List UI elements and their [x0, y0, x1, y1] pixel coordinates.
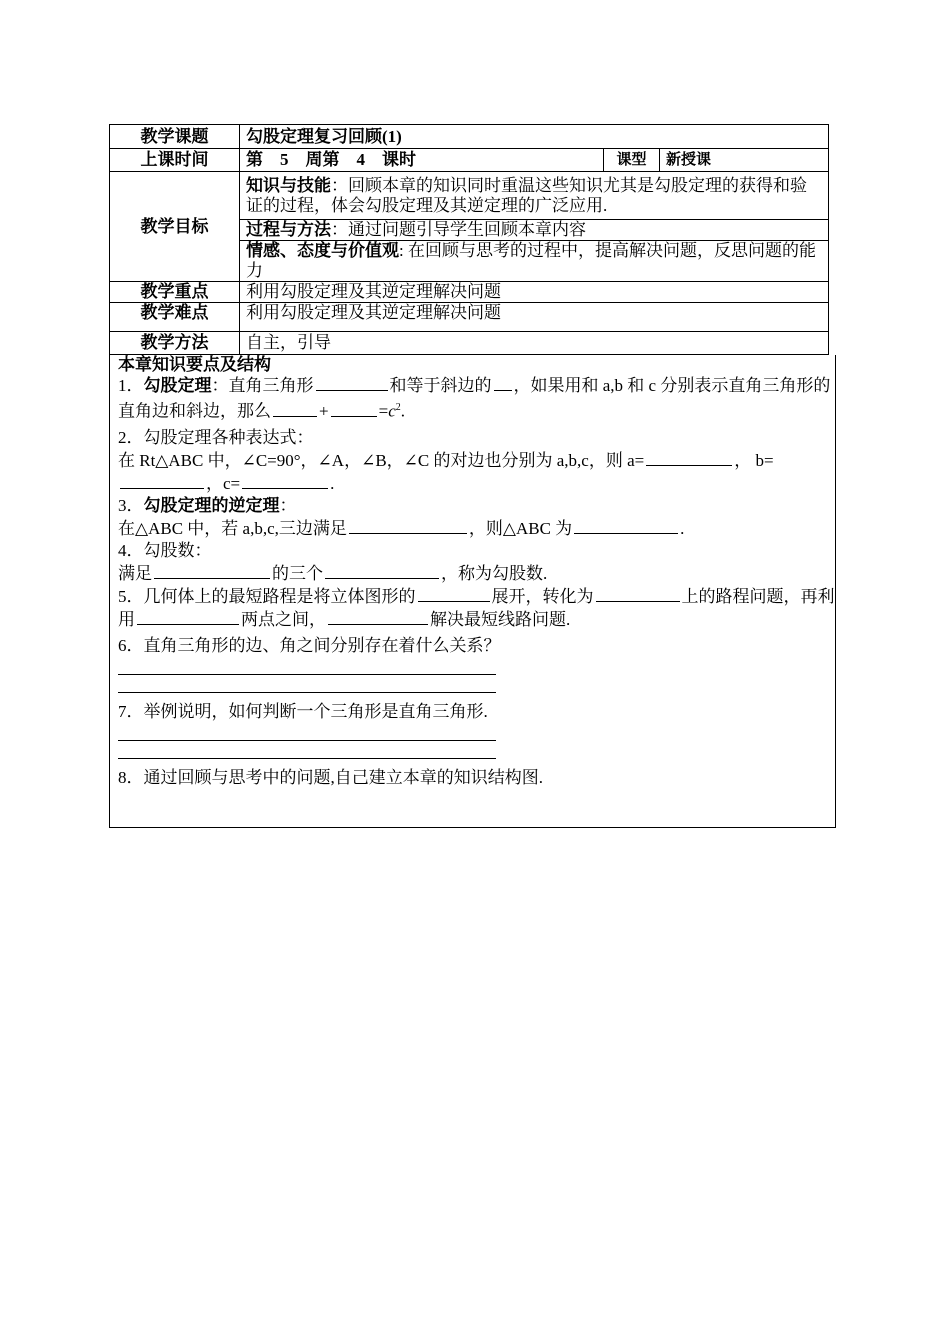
item4-blank-1[interactable]	[154, 562, 270, 579]
item2-b: b=	[755, 450, 774, 470]
item6-answer-line-1[interactable]	[118, 657, 496, 675]
item5-text-d: 两点之间，	[241, 609, 326, 629]
goal3-cell	[240, 241, 829, 282]
goal1-title: 知识与技能	[246, 175, 331, 195]
item1-text-c: ，如果用和 a,b 和 c 分别表示直角三角形的直角边和斜边，那么	[118, 376, 831, 421]
item8-text: 8．通过回顾与思考中的问题,自己建立本章的知识结构图.	[118, 767, 543, 787]
item5-text-b: 展开，转化为	[491, 586, 594, 606]
topic-value: 勾股定理复习回顾(1)	[240, 125, 829, 149]
item3-text-b: ，则△ABC 为	[468, 518, 573, 538]
item2-text-a: 在 Rt△ABC 中，∠C=90°，∠A，∠B，∠C 的对边也分别为 a,b,c，则 a=	[118, 450, 645, 470]
item5-blank-3[interactable]	[137, 608, 239, 625]
item1-text-b: 和等于斜边的	[389, 376, 492, 395]
goal3-text: : 在回顾与思考的过程中，提高解决问题，反思问题的能力	[246, 241, 816, 280]
item4-text-b: 的三个	[272, 563, 323, 583]
goal1-cell	[240, 172, 829, 220]
item2-blank-a[interactable]	[646, 449, 732, 466]
knowledge-section	[109, 355, 836, 828]
topic-label: 教学课题	[110, 125, 240, 149]
method-label: 教学方法	[110, 332, 240, 355]
item5-blank-2[interactable]	[596, 585, 680, 602]
item3-title: 勾股定理的逆定理	[143, 495, 280, 515]
item1-c-var: c	[388, 401, 396, 421]
item3-blank-2[interactable]	[574, 517, 678, 534]
item5-text-a: 5．几何体上的最短路程是将立体图形的	[118, 586, 416, 606]
key-row	[110, 282, 829, 303]
lesson-plan-sheet	[109, 124, 835, 828]
item3-blank-1[interactable]	[349, 517, 467, 534]
key-value: 利用勾股定理及其逆定理解决问题	[240, 282, 829, 303]
topic-row	[110, 125, 829, 149]
item2-comma: ，	[734, 450, 752, 470]
goal3-title: 情感、态度与价值观	[246, 241, 399, 260]
item3-text-a: 在△ABC 中，若 a,b,c,三边满足	[118, 518, 347, 538]
item2-line1: 2．勾股定理各种表达式：	[118, 427, 314, 447]
item2-blank-c[interactable]	[242, 472, 328, 489]
item4-text-c: ，称为勾股数.	[441, 563, 548, 583]
item1-num: 1．	[118, 376, 144, 395]
item1-end: .	[400, 401, 405, 421]
time-row	[110, 149, 829, 172]
item5-text-c: 上的路程问题，再利用	[118, 586, 835, 629]
goal2-cell	[240, 220, 829, 241]
knowledge-heading: 本章知识要点及结构	[118, 355, 271, 374]
item1-blank-1[interactable]	[316, 374, 388, 391]
goal1-text: ：回顾本章的知识同时重温这些知识尤其是勾股定理的获得和验证的过程，体会勾股定理及其逆定理的广泛应用.	[246, 175, 807, 215]
item1-blank-2[interactable]	[494, 374, 512, 391]
goal1-row	[110, 172, 829, 220]
method-value: 自主，引导	[240, 332, 829, 355]
item5-blank-1[interactable]	[418, 585, 490, 602]
item4-blank-2[interactable]	[325, 562, 439, 579]
item5-text-e: 解决最短线路问题.	[430, 609, 571, 629]
item5-text	[118, 585, 835, 631]
item1-sup: 2	[395, 402, 401, 413]
item4-line1: 4．勾股数：	[118, 540, 212, 560]
item4-line2	[118, 562, 835, 585]
goals-label: 教学目标	[110, 172, 240, 282]
difficulty-value: 利用勾股定理及其逆定理解决问题	[240, 303, 829, 332]
item6-answer-line-2[interactable]	[118, 675, 496, 693]
goal2-title: 过程与方法	[246, 220, 331, 239]
item1-plus: +	[319, 401, 329, 421]
item2-line2	[118, 449, 835, 495]
key-label: 教学重点	[110, 282, 240, 303]
difficulty-row	[110, 303, 829, 332]
method-row	[110, 332, 829, 355]
item1-title: 勾股定理	[143, 376, 212, 395]
item2-c: ，c=	[206, 473, 241, 493]
item7-answer-line-2[interactable]	[118, 741, 496, 759]
goal2-text: ：通过问题引导学生回顾本章内容	[331, 220, 586, 239]
item2-end: .	[330, 473, 335, 493]
item3-line2	[118, 517, 835, 540]
item7-answer-line-1[interactable]	[118, 723, 496, 741]
time-value: 第 5 周第 4 课时	[240, 149, 604, 172]
item3-end: .	[680, 518, 685, 538]
item1-blank-4[interactable]	[331, 400, 377, 417]
type-value: 新授课	[660, 149, 829, 172]
difficulty-label: 教学难点	[110, 303, 240, 332]
item6-text: 6．直角三角形的边、角之间分别存在着什么关系？	[118, 635, 501, 655]
item2-blank-b[interactable]	[120, 472, 204, 489]
lesson-info-table	[109, 124, 829, 355]
item1-eq: =	[378, 401, 389, 421]
item1-blank-3[interactable]	[273, 400, 317, 417]
item1-text-a: ：直角三角形	[211, 376, 314, 395]
type-label: 课型	[604, 149, 660, 172]
item7-text: 7．举例说明，如何判断一个三角形是直角三角形.	[118, 701, 488, 721]
item5-blank-4[interactable]	[328, 608, 428, 625]
item4-text-a: 满足	[118, 563, 152, 583]
item3-colon: ：	[279, 495, 297, 515]
item1-line1	[118, 374, 835, 423]
item3-line1	[118, 495, 835, 517]
time-label: 上课时间	[110, 149, 240, 172]
item3-num: 3．	[118, 495, 144, 515]
